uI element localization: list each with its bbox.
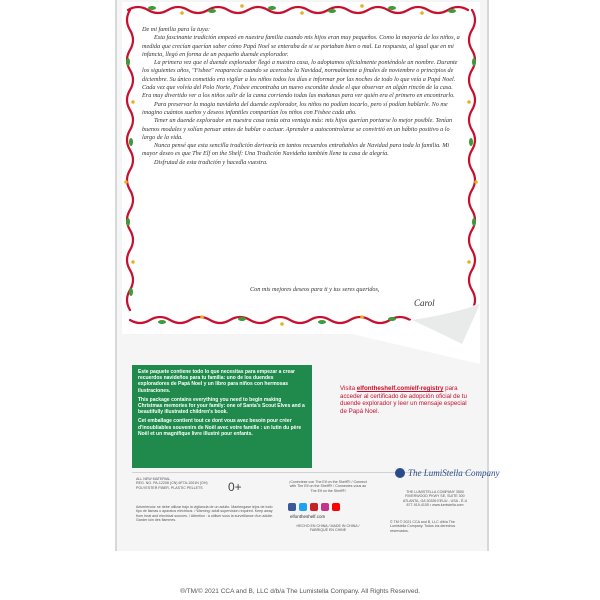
registry-text: Visita elfontheshelf.com/elf-registry para acceder al certificado de adopción oficial de tu duende explorador y leer un mensaje especial de Papá Noel. xyxy=(340,385,467,415)
facebook-icon[interactable] xyxy=(288,503,296,511)
letter-body xyxy=(142,26,462,167)
pinterest-icon[interactable] xyxy=(310,503,318,511)
connect-text: ¡Conéctese con The Elf on the Shelf®! / Connect with The Elf on the Shelf®! / Connectez-vous au The Elf on the Shelf®! xyxy=(289,480,367,493)
letter-paragraph: Tener un duende explorador en nuestra casa tenía otra ventaja más: mis hijos querían portarse lo mejor posible. Tenían buenos modales y solían pensar antes de hablar o actuar. Aprender a autocontrolarse se convirtió en un hábito positivo a lo largo de la vida. xyxy=(142,117,453,141)
logo-text: The LumiStella Company xyxy=(408,468,500,478)
age-rating: 0+ xyxy=(228,480,242,494)
twitter-icon[interactable] xyxy=(299,503,307,511)
letter-closing: Con mis mejores deseos para ti y tus seres queridos, xyxy=(250,286,380,293)
youtube-icon[interactable] xyxy=(332,503,340,511)
safety-warning: Advertencia: se debe utilizar bajo la vigilancia de un adulto. Mantengase lejos de todo tipo de llamas o aparatos eléctricos. / Warning: adult supervision required. Keep away from heat and electrical sources. / Attention : à utiliser sous la surveillance d'un adulte. Garder loin des flammes. xyxy=(136,505,274,523)
letter-paragraph: Nunca pensé que esta sencilla tradición derivaría en tantos recuerdos entrañables de Navidad para toda la familia. Mi mayor deseo es que The Elf on the Shelf: Una Tradición Navideña también llene tu casa de alegría. xyxy=(142,142,450,158)
lumistella-logo xyxy=(390,461,500,485)
social-icons xyxy=(288,503,340,511)
letter-paragraph: Para preservar la magia navideña del duende explorador, los niños no podían tocarlo, pero sí podían hablarle. No me imagino cuántos sueños y deseos infantiles compartían los niños con Fisbee cada año. xyxy=(142,100,448,116)
made-in-label: HECHO EN CHINA / MADE IN CHINA / FABRIQUÉ EN CHINE xyxy=(296,524,360,533)
contents-text-fr: Cet emballage contient tout ce dont vous avez besoin pour créer d'inoubliables souvenirs de Noël avec votre famille : un lutin du père Noël et un magnifique livre illustré pour enfants. xyxy=(138,418,302,437)
copyright-footer: ®/TM/© 2021 CCA and B, LLC d/b/a The Lumistella Company. All Rights Reserved. xyxy=(180,588,420,595)
contents-text-en: This package contains everything you need to begin making Christmas memories for your family: one of Santa's Scout Elves and a beautifully illustrated children's book. xyxy=(138,396,305,416)
rights-label: © TM © 2021 CCA and B, LLC d/b/a The Lumistella Company. Todos los derechos reservados. xyxy=(390,520,456,533)
website-url[interactable]: elfontheshelf.com xyxy=(290,514,326,519)
page-curl xyxy=(352,304,480,364)
contents-text-es: Este paquete contiene todo lo que necesitas para empezar a crear recuerdos navideños para tu familia: uno de los duendes exploradores de Papá Noel y un libro para niños con hermosas ilustraciones. xyxy=(138,369,295,394)
material-label: ALL NEW MATERIAL REG. NO. PA-12208 (CN) 6F7A-1001N (OH) POLYESTER FIBER, PLASTIC PELLETS xyxy=(136,477,208,490)
letter-paragraph: Disfrutad de esta tradición y hacedla vuestra. xyxy=(154,158,268,166)
letter-signature: Carol xyxy=(414,298,435,308)
contents-info-box xyxy=(132,365,312,468)
letter-paragraph: Esta fascinante tradición empezó en nuestra familia cuando mis hijos eran muy pequeños. Como la mayoría de los niños, a medida que crecían querían saber cómo Papá Noel se enteraba de si se portaban bien o mal. La respuesta, al igual que en mi infancia, llegó en forma de un pequeño duende explorador. xyxy=(142,34,460,58)
instagram-icon[interactable] xyxy=(321,503,329,511)
letter-greeting: De mi familia para la tuya: xyxy=(142,26,210,33)
registry-link[interactable]: elfontheshelf.com/elf-registry xyxy=(356,385,444,392)
company-address: THE LUMISTELLA COMPANY 3550 RIVERWOOD PKWY SE, SUITE 300 ATLANTA, GA 30339 EEUU - USA - É-U 877-919-4105 • www.lumistella.com xyxy=(402,490,468,508)
letter-paragraph: La primera vez que el duende explorador llegó a nuestra casa, lo adoptamos oficialmente poniéndole un nombre. Durante los siguientes años, "Fisbee" reaparecía cuando se acercaba la Navidad, normalmente a finales de noviembre o principios de diciembre. Su único cometido era vigilar a los niños todos los días e informar por las noches de todo lo que veía a Papá Noel. Cada vez que volvía del Polo Norte, Fisbee encontraba un nuevo escondite desde el que observar en algún rincón de la casa. Era muy divertido ver a los niños salir de la cama corriendo todas las mañanas para ver quién era el primero en encontrarlo. xyxy=(142,59,458,100)
